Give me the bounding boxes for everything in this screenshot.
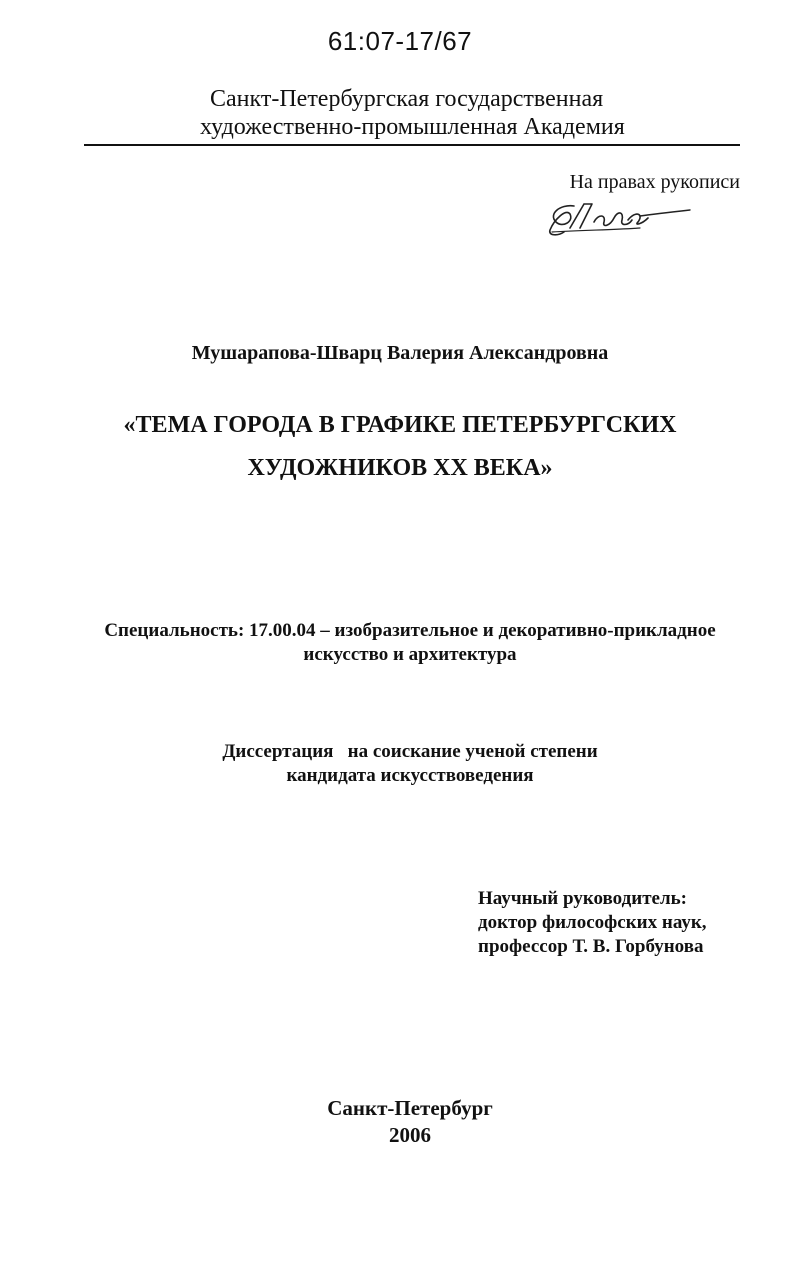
supervisor-label: Научный руководитель:	[478, 888, 687, 909]
city: Санкт-Петербург	[327, 1096, 493, 1120]
institution-line-2: художественно-промышленная Академия	[200, 114, 625, 140]
supervisor-degree: доктор философских наук,	[478, 912, 707, 933]
author-name: Мушарапова-Шварц Валерия Александровна	[191, 342, 609, 364]
thesis-title-line-2: ХУДОЖНИКОВ XX ВЕКА»	[247, 455, 553, 481]
document-code: 61:07-17/67	[327, 26, 473, 56]
signature-icon	[544, 192, 704, 240]
specialty-line-1: Специальность: 17.00.04 – изобразительное и декоративно-прикладное	[104, 620, 716, 641]
specialty-line-2: искусство и архитектура	[303, 644, 517, 665]
year: 2006	[389, 1123, 431, 1147]
dissertation-line-1: Диссертация на соискание ученой степени	[222, 741, 598, 762]
dissertation-line-2: кандидата искусствоведения	[286, 765, 534, 786]
thesis-title-line-1: «ТЕМА ГОРОДА В ГРАФИКЕ ПЕТЕРБУРГСКИХ	[123, 412, 677, 438]
header-divider	[84, 144, 740, 146]
supervisor-name: профессор Т. В. Горбунова	[478, 936, 704, 957]
manuscript-note: На правах рукописи	[569, 171, 740, 193]
institution-line-1: Санкт-Петербургская государственная	[210, 86, 604, 112]
